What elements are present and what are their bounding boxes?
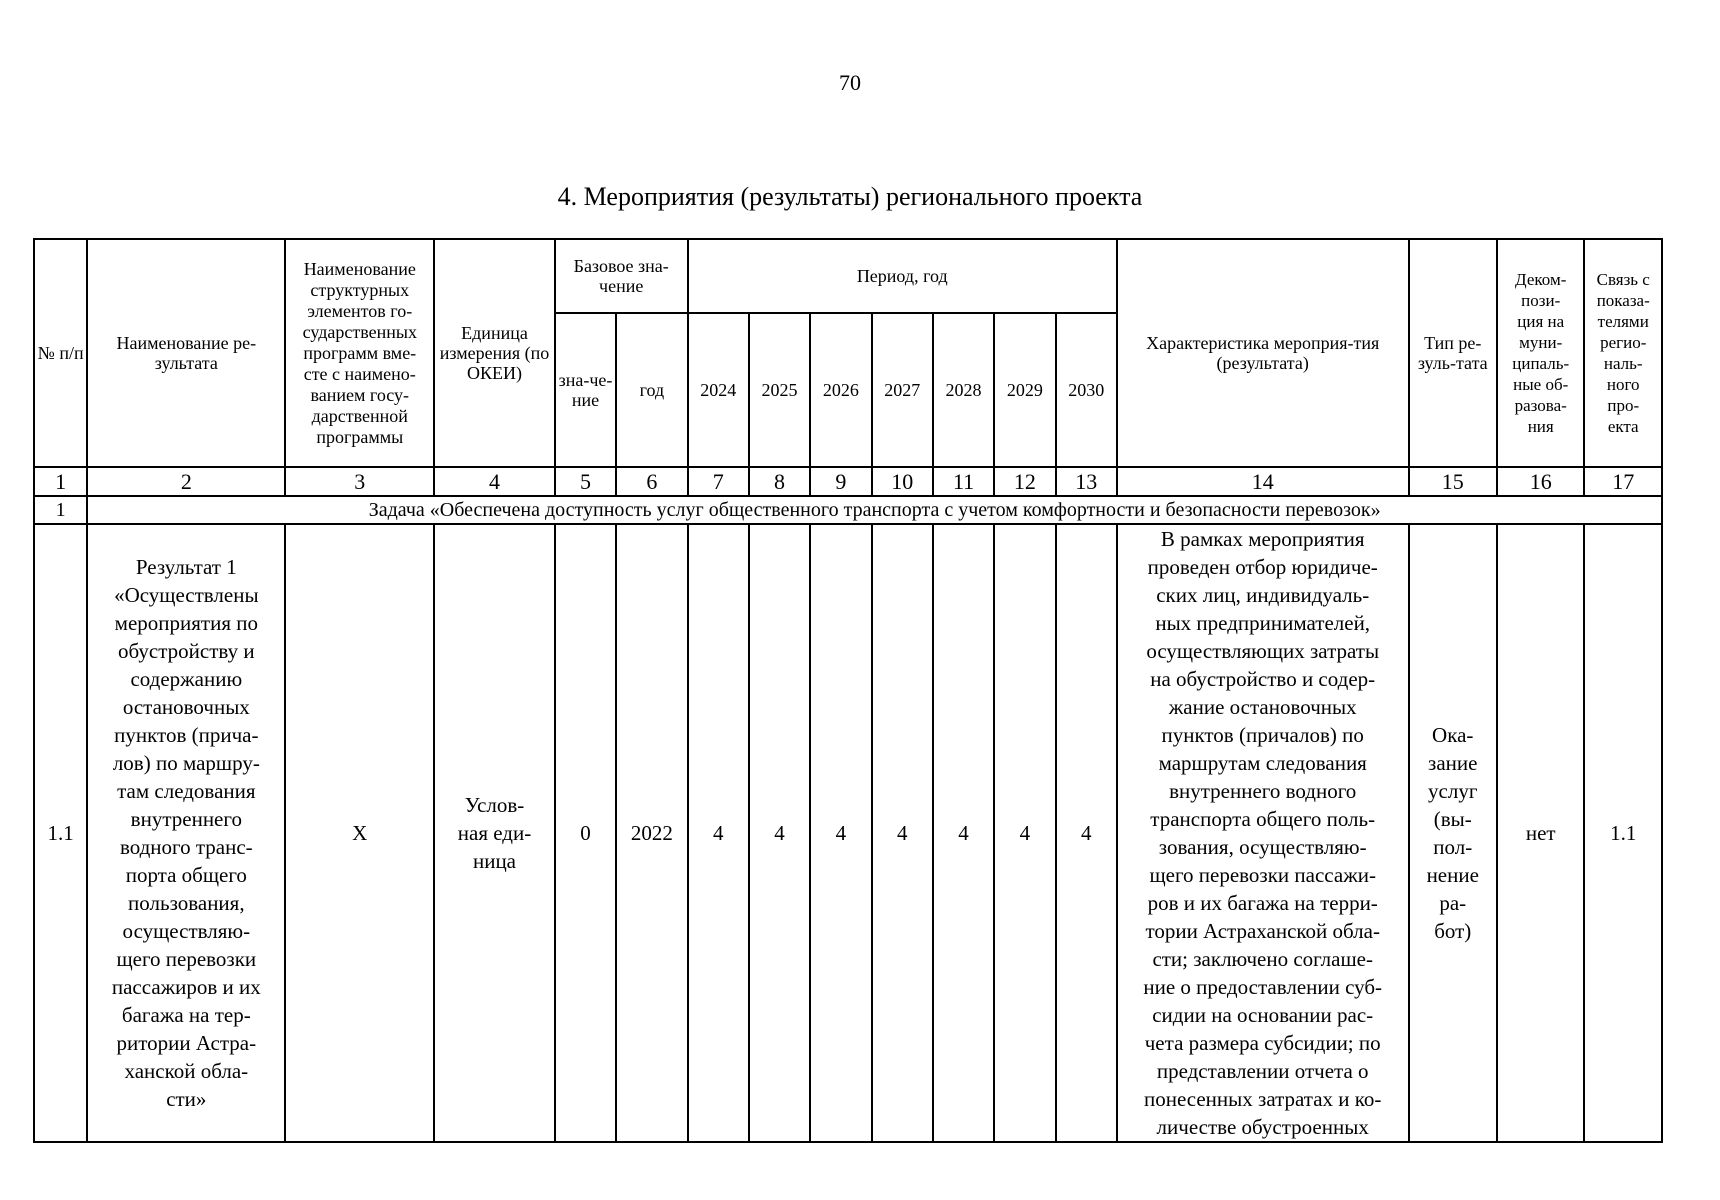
column-number: 3 [285, 467, 434, 496]
column-number: 1 [34, 467, 87, 496]
value-2028: 4 [933, 524, 994, 1142]
header-base-year: год [616, 313, 687, 467]
header-col-result-type: Тип ре-зуль-тата [1409, 239, 1497, 467]
header-year-2024: 2024 [688, 313, 749, 467]
header-year-2029: 2029 [994, 313, 1055, 467]
base-value: 0 [555, 524, 616, 1142]
results-table [33, 238, 1663, 1143]
value-2024: 4 [688, 524, 749, 1142]
column-number: 8 [749, 467, 810, 496]
column-number-row [34, 467, 1662, 496]
header-year-2025: 2025 [749, 313, 810, 467]
header-col-indicator-link: Связь с показа- телями регио- наль- ного про- екта [1584, 239, 1662, 467]
header-col-structural-elements: Наименование структурных элементов го- сударственных программ вме- сте с наимено- ванием госу- дарственной программы [285, 239, 434, 467]
column-number: 6 [616, 467, 687, 496]
header-col-unit: Единица измерения (по ОКЕИ) [434, 239, 555, 467]
column-number: 7 [688, 467, 749, 496]
column-number: 9 [810, 467, 871, 496]
column-number: 14 [1117, 467, 1409, 496]
column-number: 16 [1497, 467, 1584, 496]
section-title: 4. Мероприятия (результаты) регионального проекта [557, 182, 1143, 211]
header-base-group: Базовое зна-чение [555, 239, 688, 313]
structural-element: Х [285, 524, 434, 1142]
table-row [34, 524, 1662, 1142]
column-number: 10 [872, 467, 933, 496]
header-year-2028: 2028 [933, 313, 994, 467]
result-type: Ока- зание услуг (вы- пол- нение ра- бот) [1409, 524, 1497, 1142]
task-number: 1 [34, 496, 87, 524]
header-year-2030: 2030 [1056, 313, 1117, 467]
header-col-number: № п/п [34, 239, 87, 467]
task-row [34, 496, 1662, 524]
value-2026: 4 [810, 524, 871, 1142]
value-2027: 4 [872, 524, 933, 1142]
header-year-2026: 2026 [810, 313, 871, 467]
column-number: 5 [555, 467, 616, 496]
header-base-value: зна-че-ние [555, 313, 616, 467]
header-row-1 [34, 239, 1662, 313]
value-2025: 4 [749, 524, 810, 1142]
result-name: Результат 1 «Осуществлены мероприятия по обустройству и содержанию остановочных пунктов (прича- лов) по маршру- там следования внутреннего водного транс- порта общего пользования, осуществляю- щего перевозки пассажиров и их багажа на тер- ритории Астра- ханской обла- сти» [87, 524, 285, 1142]
column-number: 2 [87, 467, 285, 496]
value-2030: 4 [1056, 524, 1117, 1142]
column-number: 17 [1584, 467, 1662, 496]
row-number: 1.1 [34, 524, 87, 1142]
column-number: 4 [434, 467, 555, 496]
base-year: 2022 [616, 524, 687, 1142]
column-number: 12 [994, 467, 1055, 496]
task-text: Задача «Обеспечена доступность услуг общественного транспорта с учетом комфортности и безопасности перевозок» [87, 496, 1662, 524]
column-number: 11 [933, 467, 994, 496]
value-2029: 4 [994, 524, 1055, 1142]
column-number: 13 [1056, 467, 1117, 496]
indicator-link-value: 1.1 [1584, 524, 1662, 1142]
header-col-decomposition: Деком- пози- ция на муни- ципаль- ные об- разова- ния [1497, 239, 1584, 467]
header-year-2027: 2027 [872, 313, 933, 467]
unit-of-measure: Услов- ная еди- ница [434, 524, 555, 1142]
header-period-group: Период, год [688, 239, 1117, 313]
header-col-description: Характеристика мероприя-тия (результата) [1117, 239, 1409, 467]
result-description: В рамках мероприятия проведен отбор юридиче- ских лиц, индивидуаль- ных предпринимателей, осуществляющих затраты на обустройство и содер- жание остановочных пунктов (причалов) по маршрутам следования внутреннего водного транспорта общего поль- зования, осуществляю- щего перевозки пассажи- ров и их багажа на терри- тории Астраханской обла- сти; заключено соглаше- ние о предоставлении суб- сидии на основании рас- чета размера субсидии; по представлении отчета о понесенных затратах и ко- личестве обустроенных [1117, 524, 1409, 1142]
header-col-result-name: Наименование ре-зультата [87, 239, 285, 467]
decomposition-value: нет [1497, 524, 1584, 1142]
column-number: 15 [1409, 467, 1497, 496]
page-number: 70 [839, 70, 861, 95]
